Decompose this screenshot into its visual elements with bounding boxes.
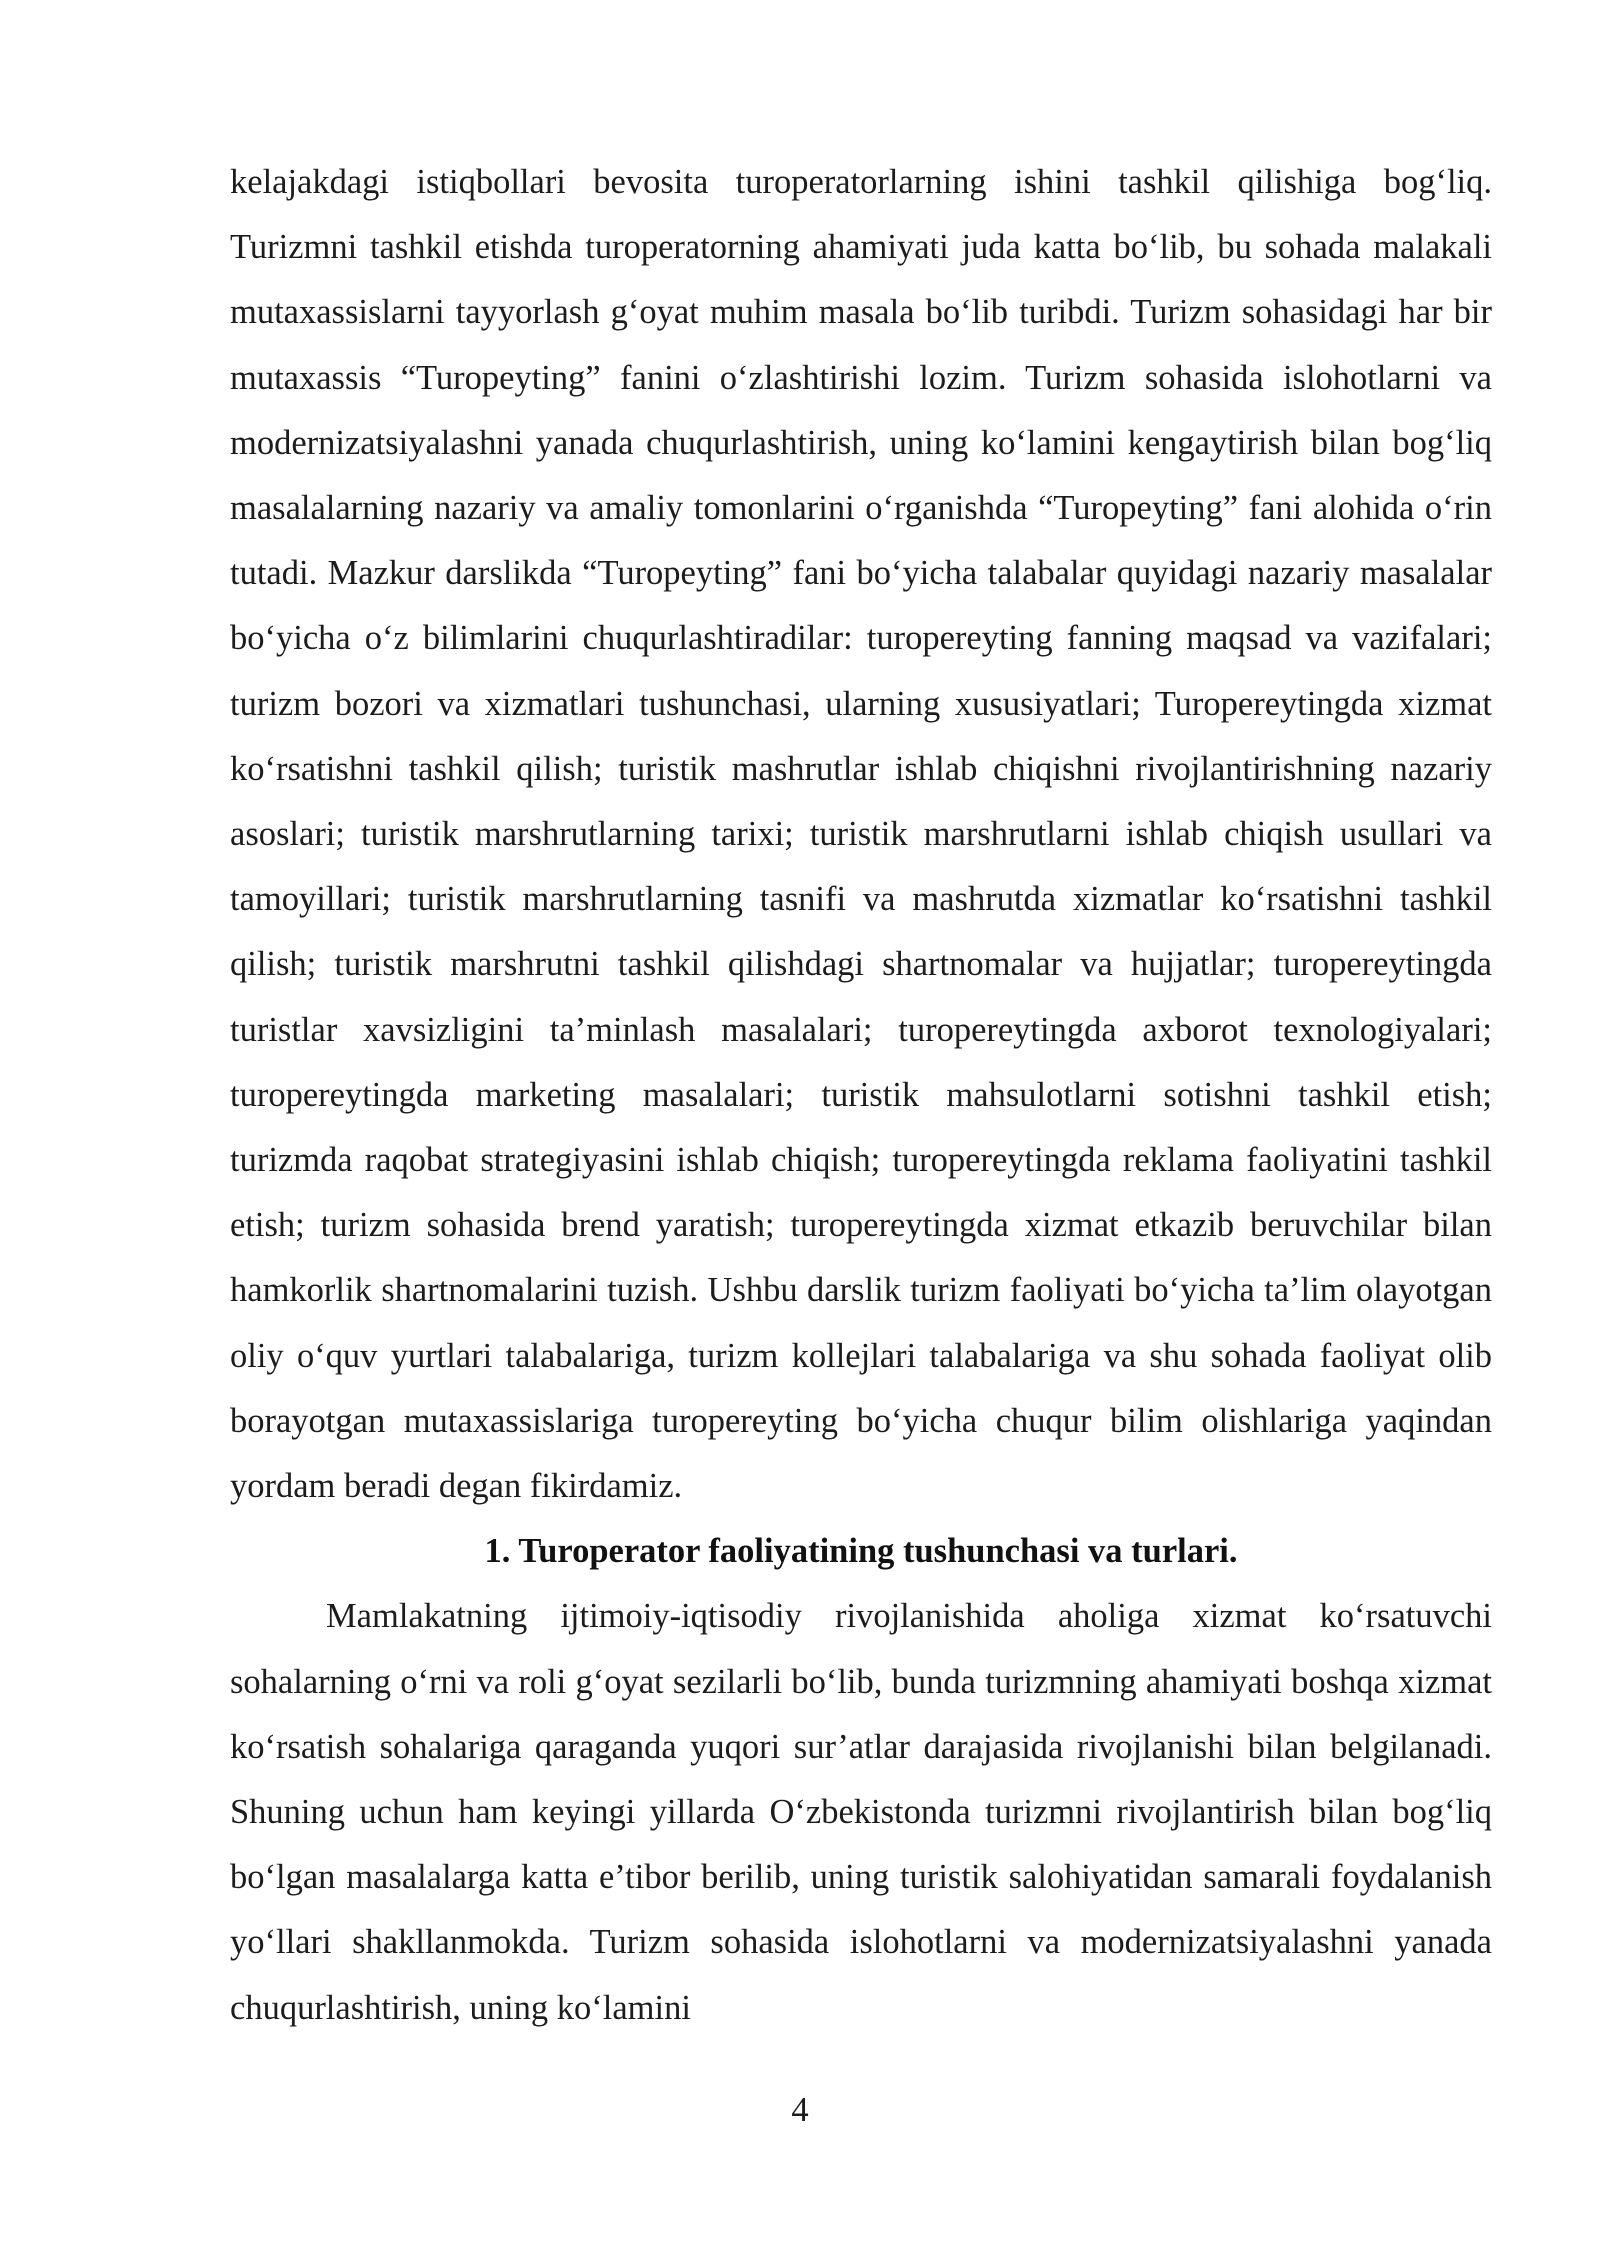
paragraph-continuation: kelajakdagi istiqbollari bevosita turoperatorlarning ishini tashkil qilishiga bog‘liq. Turizmni tashkil etishda turoperatorning ahamiyati juda katta bo‘lib, bu sohada malakali mutaxassislarni tayyorlash g‘oyat muhim masala bo‘lib turibdi. Turizm sohasidagi har bir mutaxassis “Turopeyting” fanini o‘zlashtirishi lozim. Turizm sohasida islohotlarni va modernizatsiyalashni yanada chuqurlashtirish, uning ko‘lamini kengaytirish bilan bog‘liq masalalarning nazariy va amaliy tomonlarini o‘rganishda “Turopeyting” fani alohida o‘rin tutadi. Mazkur darslikda “Turopeyting” fani bo‘yicha talabalar quyidagi nazariy masalalar bo‘yicha o‘z bilimlarini chuqurlashtiradilar: turopereyting fanning maqsad va vazifalari; turizm bozori va xizmatlari tushunchasi, ularning xususiyatlari; Turopereytingda xizmat ko‘rsatishni tashkil qilish; turistik mashrutlar ishlab chiqishni rivojlantirishning nazariy asoslari; turistik marshrutlarning tarixi; turistik marshrutlarni ishlab chiqish usullari va tamoyillari; turistik marshrutlarning tasnifi va mashrutda xizmatlar ko‘rsatishni tashkil qilish; turistik marshrutni tashkil qilishdagi shartnomalar va hujjatlar; turopereytingda turistlar xavsizligini ta’minlash masalalari; turopereytingda axborot texnologiyalari; turopereytingda marketing masalalari; turistik mahsulotlarni sotishni tashkil etish; turizmda raqobat strategiyasini ishlab chiqish; turopereytingda reklama faoliyatini tashkil etish; turizm sohasida brend yaratish; turopereytingda xizmat etkazib beruvchilar bilan hamkorlik shartnomalarini tuzish. Ushbu darslik turizm faoliyati bo‘yicha ta’lim olayotgan oliy o‘quv yurtlari talabalariga, turizm kollejlari talabalariga va shu sohada faoliyat olib borayotgan mutaxassislariga turopereyting bo‘yicha chuqur bilim olishlariga yaqindan yordam beradi degan fikirdamiz. [230, 163, 1492, 1506]
section-heading: 1. Turoperator faoliyatining tushunchasi va turlari. [484, 1532, 1238, 1571]
paragraph-intro: Mamlakatning ijtimoiy-iqtisodiy rivojlanishida aholiga xizmat ko‘rsatuvchi sohalarning o‘rni va roli g‘oyat sezilarli bo‘lib, bunda turizmning ahamiyati boshqa xizmat ko‘rsatish sohalariga qaraganda yuqori sur’atlar darajasida rivojlanishi bilan belgilanadi. Shuning uchun ham keyingi yillarda O‘zbekistonda turizmni rivojlantirish bilan bog‘liq bo‘lgan masalalarga katta e’tibor berilib, uning turistik salohiyatidan samarali foydalanish yo‘llari shakllanmokda. Turizm sohasida islohotlarni va modernizatsiyalashni yanada chuqurlashtirish, uning ko‘lamini [230, 1597, 1492, 2027]
body-text [230, 150, 1492, 2041]
page-number: 4 [791, 2091, 809, 2129]
